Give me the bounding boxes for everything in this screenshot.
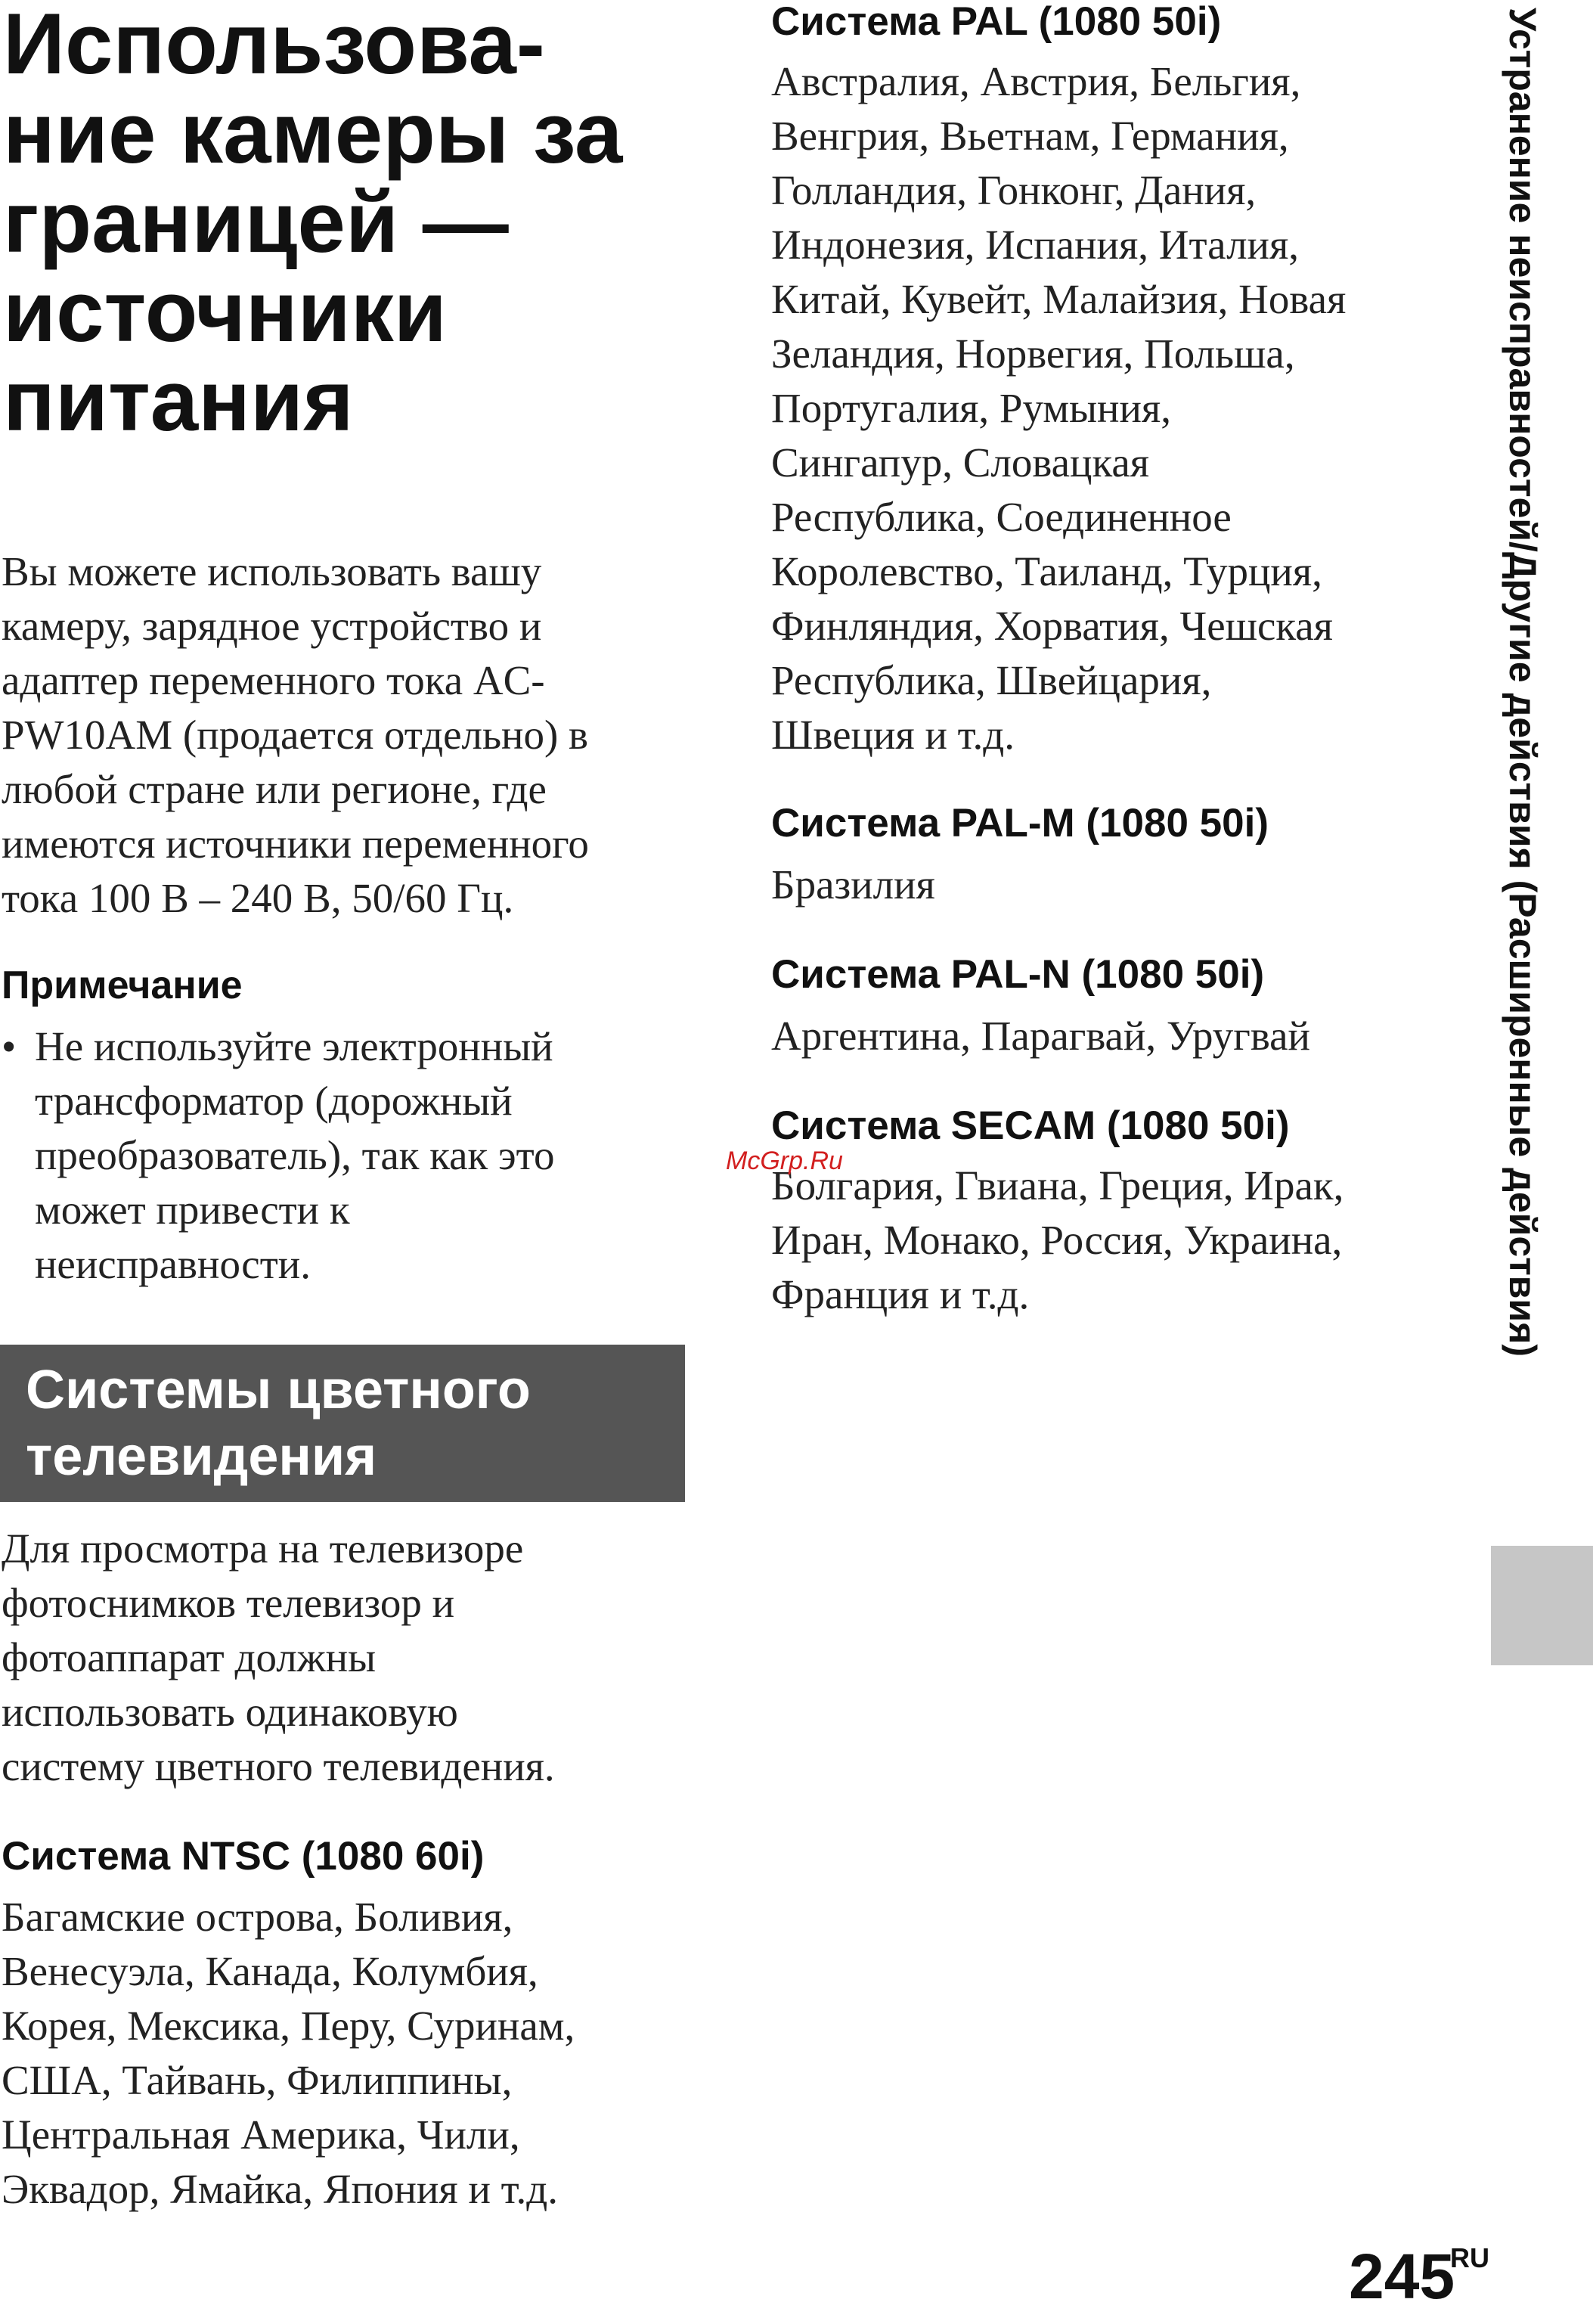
- secam-heading: Система SECAM (1080 50i): [771, 1103, 1290, 1148]
- country-line: США, Тайвань, Филиппины,: [2, 2057, 513, 2103]
- country-line: Португалия, Румыния,: [771, 385, 1171, 431]
- note-line: трансформатор (дорожный: [35, 1078, 513, 1124]
- chapter-marker-block: [1491, 1546, 1593, 1665]
- country-line: Финляндия, Хорватия, Чешская: [771, 603, 1333, 649]
- intro-line: имеются источники переменного: [2, 821, 589, 867]
- title-line: границей —: [3, 175, 509, 271]
- note-line: неисправности.: [35, 1241, 311, 1287]
- country-line: Эквадор, Ямайка, Япония и т.д.: [2, 2166, 559, 2212]
- intro-line: тока 100 В – 240 В, 50/60 Гц.: [2, 875, 514, 921]
- country-line: Китай, Кувейт, Малайзия, Новая: [771, 276, 1347, 322]
- title-line: питания: [3, 353, 354, 449]
- note-line: преобразователь), так как это: [35, 1132, 555, 1178]
- title-line: ние камеры за: [3, 85, 623, 182]
- intro-line: любой стране или регионе, где: [2, 766, 547, 812]
- pal-country-list: [771, 54, 1482, 762]
- tv-intro-line: систему цветного телевидения.: [2, 1743, 555, 1789]
- country-line: Аргентина, Парагвай, Уругвай: [771, 1013, 1310, 1059]
- country-line: Швеция и т.д.: [771, 712, 1015, 758]
- country-line: Бразилия: [771, 861, 935, 908]
- intro-line: камеру, зарядное устройство и: [2, 603, 542, 649]
- country-line: Индонезия, Испания, Италия,: [771, 222, 1300, 268]
- country-line: Венесуэла, Канада, Колумбия,: [2, 1948, 538, 1994]
- country-line: Иран, Монако, Россия, Украина,: [771, 1217, 1343, 1263]
- pal-heading: Система PAL (1080 50i): [771, 0, 1222, 44]
- country-line: Королевство, Таиланд, Турция,: [771, 548, 1322, 594]
- country-line: Сингапур, Словацкая: [771, 439, 1150, 486]
- page-number: 245: [1349, 2241, 1455, 2312]
- country-line: Болгария, Гвиана, Греция, Ирак,: [771, 1162, 1344, 1209]
- ntsc-heading: Система NTSC (1080 60i): [2, 1834, 485, 1879]
- banner-line: телевидения: [26, 1426, 377, 1487]
- pal-n-country-list: [771, 1009, 1482, 1063]
- country-line: Центральная Америка, Чили,: [2, 2111, 520, 2158]
- tv-intro-line: фотоаппарат должны: [2, 1634, 377, 1680]
- watermark: McGrp.Ru: [726, 1146, 843, 1175]
- tv-intro-line: фотоснимков телевизор и: [2, 1580, 455, 1626]
- banner-line: Системы цветного: [26, 1360, 531, 1420]
- intro-paragraph: [2, 545, 682, 926]
- note-line: может привести к: [35, 1187, 350, 1233]
- country-line: Венгрия, Вьетнам, Германия,: [771, 113, 1289, 159]
- country-line: Багамские острова, Боливия,: [2, 1894, 513, 1940]
- tv-intro-line: Для просмотра на телевизоре: [2, 1525, 524, 1572]
- pal-m-country-list: [771, 858, 1482, 912]
- ntsc-country-list: [2, 1890, 682, 2217]
- title-line: Использова-: [3, 0, 545, 92]
- note-list-item: [2, 1019, 667, 1292]
- pal-n-heading: Система PAL-N (1080 50i): [771, 952, 1265, 997]
- country-line: Корея, Мексика, Перу, Суринам,: [2, 2003, 575, 2049]
- page-language-code: RU: [1450, 2242, 1489, 2273]
- country-line: Зеландия, Норвегия, Польша,: [771, 330, 1295, 377]
- country-line: Республика, Соединенное: [771, 494, 1232, 540]
- bullet-icon: •: [2, 1023, 17, 1069]
- tv-intro-paragraph: [2, 1522, 682, 1794]
- pal-m-heading: Система PAL-M (1080 50i): [771, 801, 1269, 846]
- country-line: Франция и т.д.: [771, 1271, 1030, 1317]
- page-title: [3, 0, 683, 449]
- country-line: Австралия, Австрия, Бельгия,: [771, 58, 1301, 104]
- note-line: Не используйте электронный: [35, 1023, 553, 1069]
- secam-country-list: [771, 1159, 1482, 1322]
- country-line: Голландия, Гонконг, Дания,: [771, 167, 1257, 213]
- section-banner-tv-systems: [0, 1345, 685, 1502]
- intro-line: PW10AM (продается отдельно) в: [2, 712, 588, 758]
- side-chapter-tab: [1485, 8, 1560, 1520]
- tv-intro-line: использовать одинаковую: [2, 1689, 458, 1735]
- side-chapter-label: Устранение неисправностей/Другие действия (Расширенные действия): [1502, 8, 1544, 1357]
- intro-line: адаптер переменного тока AC-: [2, 657, 545, 703]
- intro-line: Вы можете использовать вашу: [2, 548, 542, 594]
- title-line: источники: [3, 264, 447, 360]
- country-line: Республика, Швейцария,: [771, 657, 1212, 703]
- note-heading: Примечание: [2, 963, 243, 1007]
